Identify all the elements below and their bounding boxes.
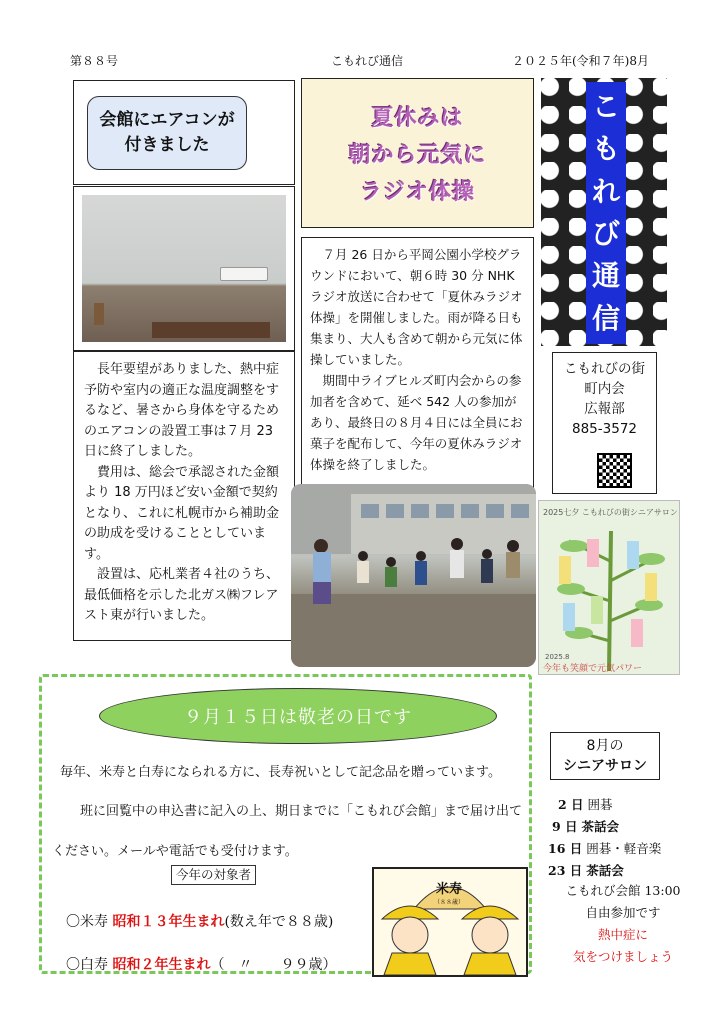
radio-exercise-photo <box>291 484 536 667</box>
banner-char: 通 <box>591 259 620 293</box>
heatstroke-warning: 気をつけましょう <box>572 949 673 964</box>
hakuju-birth: 昭和２年生まれ <box>112 957 211 973</box>
banner-char: び <box>591 217 620 251</box>
salon-activity: 囲碁 <box>587 797 613 812</box>
salon-item <box>548 860 698 882</box>
salon-item <box>548 816 698 838</box>
salon-title-line1: 8月の <box>586 738 624 754</box>
radio-headline-line: 夏休みは <box>371 105 464 131</box>
salon-day: 16 日 <box>548 841 583 856</box>
keiro-paragraph: 毎年、米寿と白寿になられる方に、長寿祝いとして記念品を贈っています。 <box>60 765 501 780</box>
tanabata-top-text: 2025七夕 こもれびの街シニアサロン <box>543 508 678 517</box>
tanabata-drawing <box>539 501 680 675</box>
air-conditioner-image <box>220 267 268 281</box>
exercise-scene-image <box>291 484 536 667</box>
aircon-paragraph: 費用は、総会で承認された金額より 18 万円ほど安い金額で契約となり、これに札幌市から補助金の助成を受けることとしています。 <box>84 464 280 562</box>
aircon-paragraph: 長年要望がありました、熱中症予防や室内の適正な温度調整をするなど、暑さから身体を守るためのエアコンの設置工事は７月 23 日に終了しました。 <box>84 362 280 459</box>
aircon-headline-line1: 会館にエアコンが <box>99 110 235 131</box>
issue-number: 第８８号 <box>70 54 119 68</box>
salon-item <box>548 838 698 860</box>
aircon-paragraph: 設置は、応札業者４社のうち、最低価格を示した北ガス㈱フレアスト東が行いました。 <box>84 567 280 623</box>
elderly-couple-drawing <box>374 869 526 975</box>
hakuju-prefix: 〇白寿 <box>66 957 108 973</box>
radio-paragraph: 期間中ライブヒルズ町内会からの参加者を含めて、延べ 542 人の参加があり、最終日の８月４日には全員にお菓子を配布して、今年の夏休みラジオ体操を終了しました。 <box>310 373 523 472</box>
salon-schedule <box>548 794 698 882</box>
tanabata-picture <box>538 500 680 675</box>
heatstroke-warning: 熱中症に <box>597 927 648 942</box>
salon-footer <box>548 880 698 968</box>
contact-line: 町内会 <box>584 381 625 397</box>
salon-day: 9 日 <box>552 819 578 834</box>
banner-char: も <box>591 132 620 166</box>
fan-subtext: （８８歳） <box>434 899 465 906</box>
salon-day: 23 日 <box>548 863 583 878</box>
salon-activity: 茶話会 <box>586 863 624 878</box>
salon-day: 2 日 <box>558 797 584 812</box>
speaker-image <box>94 303 104 325</box>
radio-headline-line: ラジオ体操 <box>359 179 475 205</box>
radio-paragraph: ７月 26 日から平岡公園小学校グラウンドにおいて、朝６時 30 分 NHK ラジオ放送に合わせて「夏休みラジオ体操」を開催しました。雨が降る日も集まり、大人も含めて朝から元気に体操していました。 <box>310 247 523 367</box>
keiro-paragraph: 班に回覧中の申込書に記入の上、期日までに「こもれび会館」まで届け出て <box>80 804 523 819</box>
salon-title-line2: シニアサロン <box>563 758 647 774</box>
aircon-photo-frame <box>73 186 295 351</box>
beiju-line <box>66 911 333 931</box>
radio-article-body <box>301 237 534 489</box>
tanabata-bottom-text: 今年も笑顔で元気パワー <box>543 664 643 674</box>
keiro-heading: ９月１５日は敬老の日です <box>99 688 497 744</box>
beiju-birth: 昭和１３年生まれ <box>112 914 225 930</box>
qr-code-icon[interactable] <box>597 453 632 488</box>
hakuju-line <box>66 954 336 974</box>
newsletter-title: こもれび通信 <box>331 54 404 68</box>
contact-line: こもれびの街 <box>564 361 645 377</box>
salon-title-box <box>550 732 660 780</box>
room-photo <box>82 195 286 342</box>
salon-place: こもれび会館 13:00 <box>565 883 681 898</box>
tanabata-year: 2025.8 <box>545 653 570 661</box>
elderly-couple-illustration <box>372 867 528 977</box>
aircon-article-body <box>73 351 295 641</box>
radio-headline-line: 朝から元気に <box>348 142 487 168</box>
salon-join: 自由参加です <box>585 905 661 920</box>
salon-activity: 茶話会 <box>581 819 620 834</box>
fan-text: 米寿 <box>436 882 463 897</box>
issue-date: ２０２５年(令和７年)8月 <box>512 54 649 68</box>
beiju-prefix: 〇米寿 <box>66 914 108 930</box>
aircon-headline <box>87 96 247 170</box>
banner-char: 信 <box>591 301 620 335</box>
aircon-headline-line2: 付きました <box>124 135 210 155</box>
radio-headline-box <box>301 78 534 228</box>
bench-image <box>152 322 270 338</box>
hakuju-age: （ 〃 ９９歳） <box>210 957 337 973</box>
banner-char: れ <box>591 174 620 208</box>
beiju-age: (数え年で８８歳) <box>224 914 334 930</box>
target-label: 今年の対象者 <box>171 865 256 885</box>
salon-item <box>548 794 698 816</box>
contact-phone: 885-3572 <box>572 421 637 437</box>
keiro-paragraph: ください。メールや電話でも受付けます。 <box>52 844 298 859</box>
contact-line: 広報部 <box>584 401 625 417</box>
banner-title <box>586 82 626 344</box>
banner-char: こ <box>591 90 620 124</box>
salon-activity: 囲碁・軽音楽 <box>586 841 662 856</box>
